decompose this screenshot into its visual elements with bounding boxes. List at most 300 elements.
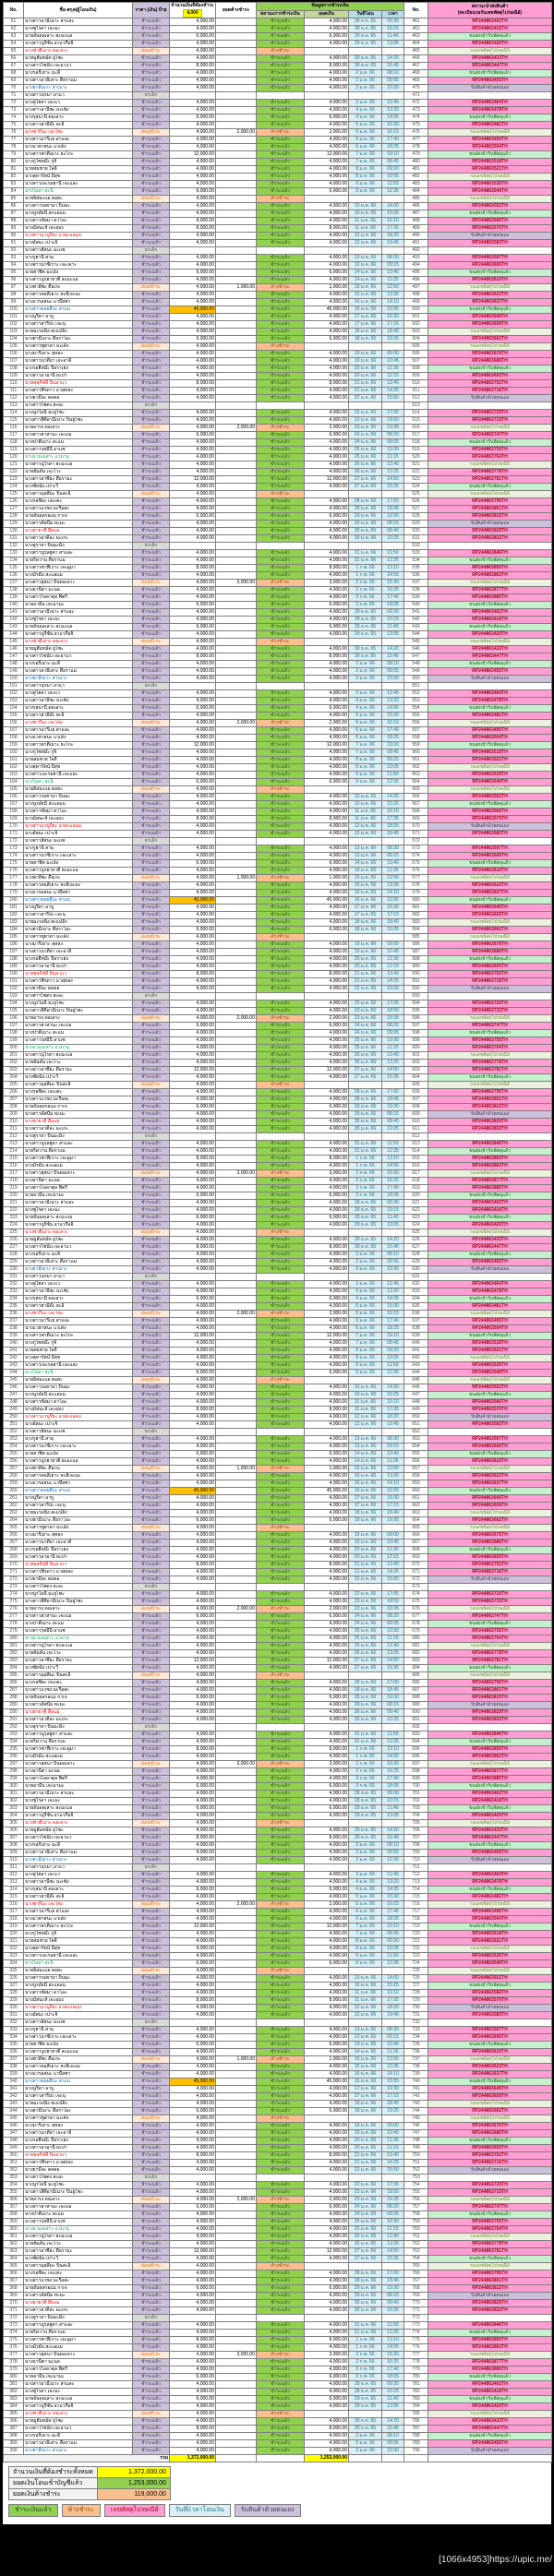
transfer-time: 14:05	[382, 1296, 404, 1303]
row-no: 196	[4, 1015, 24, 1023]
payer-name: นางสาวมารีแย สาและ	[24, 727, 133, 735]
amount-due: 4,000.00	[170, 1798, 216, 1805]
transfer-time: 08:30	[382, 255, 404, 262]
col-header-no2: No.	[404, 3, 428, 18]
payer-name: นางไลลา สะนิ	[24, 1960, 133, 1968]
row-no-2: 597	[404, 1023, 428, 1030]
row-no: 212	[4, 1133, 24, 1141]
price-status: ชำระแล้ว	[133, 705, 170, 713]
amount-due: 4,000.00	[170, 299, 216, 306]
price-status: ชำระแล้ว	[133, 941, 170, 949]
row-no-2: 529	[404, 521, 428, 528]
row-no-2: 471	[404, 92, 428, 100]
table-row	[4, 1436, 552, 1444]
row-no-2: 625	[404, 1229, 428, 1237]
transfer-time: 13:35	[382, 292, 404, 299]
shipping-status: RP244863552TH	[428, 1384, 552, 1392]
transfer-date: 30 ม.ค. 66	[349, 1717, 382, 1724]
transfer-time: 17:35	[382, 225, 404, 233]
legend-keys	[8, 2504, 546, 2517]
payer-name: นางสาวคอลีเยาะ หะยีเจะมะ	[24, 292, 133, 299]
other-amount	[216, 1783, 257, 1791]
payer-name: นางสาวฮัสนะ มะแซ	[24, 247, 133, 255]
payer-name: นางสาวไซตง สะอะ	[24, 1584, 133, 1591]
amount-due	[170, 2175, 216, 2182]
paid-amount: 4,000.00	[305, 1842, 349, 1850]
other-amount	[216, 1798, 257, 1805]
shipping-status: RP244863402TH	[428, 1791, 552, 1798]
paid-amount: 4,000.00	[305, 498, 349, 506]
row-no-2: 573	[404, 845, 428, 853]
payer-name: นางสาวอานีซะ มะเซ็ง	[24, 1879, 133, 1887]
paid-amount: 4,000.00	[305, 2256, 349, 2263]
table-row	[4, 1318, 552, 1325]
price-status: ชำระแล้ว	[133, 1370, 170, 1377]
table-row	[4, 882, 552, 890]
row-no: 330	[4, 2005, 24, 2012]
price-status: ชำระแล้ว	[133, 410, 170, 417]
paid-amount: 6,000.00	[305, 1805, 349, 1813]
shipping-status: RP244863815TH	[428, 513, 552, 521]
payment-status-badge: ชำระแล้ว	[257, 2366, 305, 2374]
row-no: 195	[4, 1008, 24, 1015]
table-row	[4, 2093, 552, 2101]
shipping-status: RP244863781TH	[428, 1067, 552, 1074]
shipping-status: RP244863877TH	[428, 587, 552, 594]
price-status: ชำระแล้ว	[133, 1887, 170, 1894]
transfer-date: 11 ม.ค. 66	[349, 809, 382, 816]
paid-amount: 4,000.00	[305, 1990, 349, 1997]
shipping-status: รอเลขพัสดุไปรษณีย์	[428, 1761, 552, 1768]
amount-due: 4,000.00	[170, 447, 216, 454]
table-row	[4, 2101, 552, 2108]
transfer-time	[382, 2263, 404, 2270]
payer-name: นางปาตีเมาะ สะแม	[24, 1621, 133, 1628]
transfer-date: 16 ม.ค. 66	[349, 306, 382, 314]
other-amount	[216, 2278, 257, 2285]
paid-amount: 4,000.00	[305, 1340, 349, 1348]
paid-amount: 4,000.00	[305, 1392, 349, 1399]
price-status: ชำระแล้ว	[133, 572, 170, 580]
payment-status-badge: ชำระแล้ว	[257, 2322, 305, 2330]
price-status: ยกเลิก	[133, 1864, 170, 1872]
table-row	[4, 853, 552, 860]
paid-amount: 6,000.00	[305, 1960, 349, 1968]
row-no-2: 476	[404, 129, 428, 137]
price-status: ชำระแล้ว	[133, 1709, 170, 1717]
paid-amount: 4,000.00	[305, 764, 349, 772]
transfer-date: 30 ธ.ค. 65	[349, 1835, 382, 1842]
paid-amount: 4,000.00	[305, 2145, 349, 2152]
transfer-date	[349, 196, 382, 203]
price-status: ชำระแล้ว	[133, 1141, 170, 1148]
transfer-date: 4 ม.ค. 66	[349, 114, 382, 122]
other-amount	[216, 2211, 257, 2219]
other-amount	[216, 1916, 257, 1923]
shipping-status: RP244863521TH	[428, 757, 552, 764]
shipping-status: RP244863702TH	[428, 380, 552, 388]
row-no-2: 519	[404, 447, 428, 454]
transfer-time: 18:40	[382, 1510, 404, 1517]
paid-amount: 4,000.00	[305, 1946, 349, 1953]
payment-status-badge: ชำระแล้ว	[257, 727, 305, 735]
row-no: 190	[4, 971, 24, 978]
row-no-2: 714	[404, 1887, 428, 1894]
row-no: 161	[4, 757, 24, 764]
other-amount	[216, 1554, 257, 1562]
bottom-bar	[0, 2524, 554, 2567]
other-amount	[216, 454, 257, 461]
col-header-pay-amount: ยอดเงิน	[305, 10, 349, 18]
other-amount	[216, 1244, 257, 1252]
payment-status-badge: ชำระแล้ว	[257, 2123, 305, 2130]
shipping-status: RP244863832TH	[428, 1126, 552, 1133]
other-amount	[216, 661, 257, 668]
amount-due: 4,000.00	[170, 919, 216, 927]
row-no: 325	[4, 1968, 24, 1975]
transfer-date: 2 ก.พ. 66	[349, 2352, 382, 2359]
shipping-status: RP244863778TH	[428, 1060, 552, 1067]
transfer-time	[382, 2175, 404, 2182]
price-status: ชำระแล้ว	[133, 262, 170, 270]
paid-amount: 6,000.00	[305, 779, 349, 786]
other-amount	[216, 26, 257, 33]
shipping-status: RP244863455TH	[428, 1850, 552, 1857]
amount-due: 4,000.00	[170, 159, 216, 166]
row-no: 355	[4, 2189, 24, 2197]
row-no: 95	[4, 270, 24, 277]
table-row	[4, 2374, 552, 2381]
row-no: 153	[4, 698, 24, 705]
payment-status-badge: ชำระแล้ว	[257, 528, 305, 535]
amount-due: 4,000.00	[170, 2366, 216, 2374]
payer-name: นางสาวรอฮานา บินมะ	[24, 1384, 133, 1392]
amount-due: 4,000.00	[170, 2211, 216, 2219]
shipping-status: RP244863583TH	[428, 2012, 552, 2019]
price-status: ชำระแล้ว	[133, 2123, 170, 2130]
row-no-2: 487	[404, 210, 428, 218]
transfer-time: 18:45	[382, 2278, 404, 2285]
paid-amount: 2,000.00	[305, 1015, 349, 1023]
price-status: ผ่อนชำระ	[133, 2197, 170, 2204]
amount-due: 4,000.00	[170, 639, 216, 646]
row-no: 288	[4, 1695, 24, 1702]
price-status: ผ่อนชำระ	[133, 284, 170, 292]
payer-name: นางรุสนานี ดอเลาะ	[24, 705, 133, 713]
payment-status-badge: ชำระแล้ว	[257, 1842, 305, 1850]
amount-due: 4,000.00	[170, 373, 216, 380]
row-no: 285	[4, 1672, 24, 1680]
table-row	[4, 2248, 552, 2256]
legend-summary-label: ยอดเงินค้างชำระ	[9, 2489, 98, 2500]
shipping-status: RP244863549TH	[428, 188, 552, 196]
payment-status-badge: ชำระแล้ว	[257, 1776, 305, 1783]
payment-status-badge: ชำระแล้ว	[257, 801, 305, 809]
row-no: 74	[4, 114, 24, 122]
row-no: 236	[4, 1311, 24, 1318]
row-no-2: 482	[404, 174, 428, 181]
paid-amount: 4,000.00	[305, 1813, 349, 1820]
row-no-2: 474	[404, 114, 428, 122]
shipping-status: ขนส่งเข้ารับพัสดุแล้ว	[428, 1296, 552, 1303]
payer-name: นางนูรีดา อาบู	[24, 1495, 133, 1503]
row-no: 140	[4, 602, 24, 609]
amount-due	[170, 683, 216, 690]
price-status: ชำระแล้ว	[133, 661, 170, 668]
payer-name: นางสาวแวซง มะรือสะ	[24, 1687, 133, 1695]
paid-amount: 4,000.00	[305, 2071, 349, 2079]
transfer-time: 14:25	[382, 2160, 404, 2167]
payer-name: นางสาวเจะรอฮานี เจะและ	[24, 1362, 133, 1370]
other-amount	[216, 1252, 257, 1259]
payment-status-badge: ชำระแล้ว	[257, 151, 305, 159]
price-status: ชำระแล้ว	[133, 321, 170, 329]
other-amount	[216, 358, 257, 365]
shipping-status: RP244863755TH	[428, 1628, 552, 1635]
other-amount	[216, 631, 257, 639]
shipping-status: รับสินค้าด้วยตนเอง	[428, 2293, 552, 2300]
row-no-2: 464	[404, 41, 428, 48]
shipping-status: RP244863447TH	[428, 63, 552, 70]
price-status: ชำระแล้ว	[133, 2403, 170, 2411]
transfer-date: 2 ม.ค. 66	[349, 1850, 382, 1857]
price-status: ชำระแล้ว	[133, 1333, 170, 1340]
row-no: 245	[4, 1377, 24, 1384]
row-no-2: 547	[404, 653, 428, 661]
row-no-2: 722	[404, 1946, 428, 1953]
payment-status-badge: ชำระแล้ว	[257, 1931, 305, 1938]
price-status: ชำระแล้ว	[133, 1126, 170, 1133]
price-status: ผ่อนชำระ	[133, 1820, 170, 1827]
paid-amount: 4,000.00	[305, 1916, 349, 1923]
table-row	[4, 1252, 552, 1259]
row-no-2: 688	[404, 1695, 428, 1702]
shipping-status: RP244863481TH	[428, 122, 552, 129]
transfer-date: 6 ม.ค. 66	[349, 1318, 382, 1325]
payer-name: นางปาตีเมาะ สะแม	[24, 1030, 133, 1037]
amount-due: 4,000.00	[170, 2234, 216, 2241]
payer-name: นายอามีน เจะมามะ	[24, 602, 133, 609]
other-amount	[216, 993, 257, 1000]
shipping-status: RP244863464TH	[428, 690, 552, 698]
payer-name: นางสูไฮลา เจะแว	[24, 1872, 133, 1879]
transfer-date: 2 ม.ค. 66	[349, 668, 382, 676]
payer-name: นายอับดุลรอแม กาเจ	[24, 2285, 133, 2293]
amount-due: 6,000.00	[170, 2108, 216, 2115]
amount-due: 4,000.00	[170, 1643, 216, 1650]
transfer-date: 31 ม.ค. 66	[349, 2330, 382, 2337]
shipping-status: RP244863693TH	[428, 2145, 552, 2152]
paid-amount	[305, 1133, 349, 1141]
transfer-date: 12 ม.ค. 66	[349, 240, 382, 247]
table-row	[4, 727, 552, 735]
paid-amount: 4,000.00	[305, 365, 349, 373]
shipping-status: รอเลขพัสดุไปรษณีย์	[428, 580, 552, 587]
payer-name: นางสาวอานีซะ มะเซ็ง	[24, 698, 133, 705]
payer-name: นางรุสนานี ดอเลาะ	[24, 1887, 133, 1894]
transfer-time: 19:35	[382, 425, 404, 432]
paid-amount: 4,000.00	[305, 506, 349, 513]
row-no-2: 535	[404, 565, 428, 572]
row-no-2: 497	[404, 284, 428, 292]
payment-status-badge: ชำระแล้ว	[257, 388, 305, 395]
payer-name: นางสาวอามานี ยะปา	[24, 1554, 133, 1562]
payer-name: นายอับดุลรอแม กาเจ	[24, 1695, 133, 1702]
payer-name: นางสาวมุสลีมะ บินสะอิ	[24, 491, 133, 498]
row-no-2: 490	[404, 233, 428, 240]
transfer-time: 10:30	[382, 1266, 404, 1274]
transfer-date: 25 ม.ค. 66	[349, 447, 382, 454]
amount-due: 4,000.00	[170, 2381, 216, 2389]
other-amount	[216, 432, 257, 439]
other-amount	[216, 1037, 257, 1045]
payer-name: นายอารง ดอเลาะ	[24, 425, 133, 432]
paid-amount: 6,000.00	[305, 1023, 349, 1030]
table-row	[4, 321, 552, 329]
amount-due: 4,000.00	[170, 1768, 216, 1776]
payment-status-badge: ชำระแล้ว	[257, 535, 305, 543]
shipping-status: RP244863521TH	[428, 1938, 552, 1946]
row-no-2: 611	[404, 1126, 428, 1133]
amount-due: 4,000.00	[170, 2064, 216, 2071]
transfer-time: 18:25	[382, 735, 404, 742]
payment-status-badge: ชำระแล้ว	[257, 174, 305, 181]
payer-name: นางรอซีดะ เจะเตะ	[24, 1680, 133, 1687]
row-no: 77	[4, 137, 24, 144]
amount-due: 4,000.00	[170, 1111, 216, 1119]
other-amount	[216, 506, 257, 513]
shipping-status: รอเลขพัสดุไปรษณีย์	[428, 2263, 552, 2270]
paid-amount: 4,000.00	[305, 1126, 349, 1133]
row-no: 341	[4, 2086, 24, 2093]
row-no-2: 641	[404, 1348, 428, 1355]
payer-name: นางสาวไซนับ เจะอาแว	[24, 1835, 133, 1842]
payment-status-badge: ชำระแล้ว	[257, 41, 305, 48]
amount-due: 4,000.00	[170, 528, 216, 535]
amount-due: 4,000.00	[170, 321, 216, 329]
other-amount	[216, 1887, 257, 1894]
amount-due: 6,000.00	[170, 1296, 216, 1303]
price-status: ชำระแล้ว	[133, 1923, 170, 1931]
transfer-date: 14 ม.ค. 66	[349, 270, 382, 277]
table-row	[4, 491, 552, 498]
payment-status-badge	[257, 993, 305, 1000]
paid-amount: 4,000.00	[305, 1074, 349, 1082]
table-row	[4, 580, 552, 587]
legend-summary-row	[9, 2489, 171, 2500]
shipping-header-line1: สถานะนำส่งสินค้า	[471, 4, 509, 9]
shipping-status: RP244863455TH	[428, 78, 552, 85]
shipping-status: รอเลขพัสดุไปรษณีย์	[428, 1643, 552, 1650]
transfer-time: 15:25	[382, 1983, 404, 1990]
price-status: ชำระแล้ว	[133, 55, 170, 63]
shipping-status: RP244863583TH	[428, 831, 552, 838]
price-status: ชำระแล้ว	[133, 2285, 170, 2293]
table-row	[4, 609, 552, 617]
payment-status-badge: ชำระแล้ว	[257, 33, 305, 41]
price-status: ชำระแล้ว	[133, 2307, 170, 2315]
transfer-date: 28 ม.ค. 66	[349, 1089, 382, 1096]
shipping-status: RP244863521TH	[428, 166, 552, 174]
row-no-2: 738	[404, 2064, 428, 2071]
table-row	[4, 1724, 552, 1731]
table-row	[4, 380, 552, 388]
amount-due: 6,000.00	[170, 705, 216, 713]
row-no: 79	[4, 151, 24, 159]
shipping-status: รอเลขพัสดุไปรษณีย์	[428, 1525, 552, 1532]
transfer-date: 29 ธ.ค. 65	[349, 631, 382, 639]
payer-name: นางสาวอามานี ยะปา	[24, 964, 133, 971]
table-row	[4, 572, 552, 580]
transfer-time: 08:10	[382, 2433, 404, 2440]
row-no-2: 578	[404, 882, 428, 890]
price-status: ชำระแล้ว	[133, 1960, 170, 1968]
transfer-time	[382, 1429, 404, 1436]
payer-name: นางสาวฮามีด๊ะ สะอิ	[24, 1894, 133, 1901]
other-amount	[216, 2293, 257, 2300]
other-amount	[216, 1362, 257, 1370]
row-no-2: 550	[404, 676, 428, 683]
transfer-date	[349, 1274, 382, 1281]
transfer-date: 22 ม.ค. 66	[349, 1576, 382, 1584]
transfer-time: 12:35	[382, 1370, 404, 1377]
payer-name: นายอิสมะแอ ดอฮะ	[24, 786, 133, 794]
row-no-2: 754	[404, 2182, 428, 2189]
amount-due: 4,000.00	[170, 2145, 216, 2152]
amount-due: 4,000.00	[170, 617, 216, 624]
row-no: 322	[4, 1946, 24, 1953]
payer-name: นางสาวนาซีเราะ เจะเลาะ	[24, 2034, 133, 2042]
paid-amount: 4,000.00	[305, 794, 349, 801]
transfer-date: 12 ม.ค. 66	[349, 831, 382, 838]
payment-status-badge: ชำระแล้ว	[257, 2071, 305, 2079]
price-status: ชำระแล้ว	[133, 1850, 170, 1857]
transfer-time: 10:30	[382, 2219, 404, 2226]
amount-due: 4,000.00	[170, 1754, 216, 1761]
price-status: ชำระแล้ว	[133, 1089, 170, 1096]
other-amount	[216, 484, 257, 491]
price-status: ชำระแล้ว	[133, 1000, 170, 1008]
amount-due: 4,000.00	[170, 1606, 216, 1613]
transfer-time: 10:45	[382, 358, 404, 365]
amount-due: 4,000.00	[170, 875, 216, 882]
transfer-time: 11:30	[382, 365, 404, 373]
row-no: 128	[4, 513, 24, 521]
payer-name: นางสาวตอยยีบะ สาแม	[24, 306, 133, 314]
row-no: 78	[4, 144, 24, 151]
payment-status-badge: ชำระแล้ว	[257, 2086, 305, 2093]
shipping-status: รับสินค้าด้วยตนเอง	[428, 233, 552, 240]
price-status: ชำระแล้ว	[133, 1414, 170, 1421]
price-status: ชำระแล้ว	[133, 1163, 170, 1170]
payment-status-badge: ชำระแล้ว	[257, 794, 305, 801]
table-row	[4, 1480, 552, 1488]
amount-due: 4,000.00	[170, 1163, 216, 1170]
transfer-date: 4 ม.ค. 66	[349, 705, 382, 713]
row-no: 362	[4, 2241, 24, 2248]
paid-amount: 6,000.00	[305, 1104, 349, 1111]
transfer-time: 17:15	[382, 321, 404, 329]
shipping-status: RP244863597TH	[428, 845, 552, 853]
row-no-2: 731	[404, 2012, 428, 2019]
payer-name: นายอับดุลรอแม กาเจ	[24, 1104, 133, 1111]
price-status: ชำระแล้ว	[133, 1407, 170, 1414]
row-no-2: 659	[404, 1480, 428, 1488]
shipping-status: RP244863801TH	[428, 1687, 552, 1695]
transfer-time: 10:45	[382, 949, 404, 956]
row-no: 267	[4, 1540, 24, 1547]
shipping-status: RP244863829TH	[428, 528, 552, 535]
